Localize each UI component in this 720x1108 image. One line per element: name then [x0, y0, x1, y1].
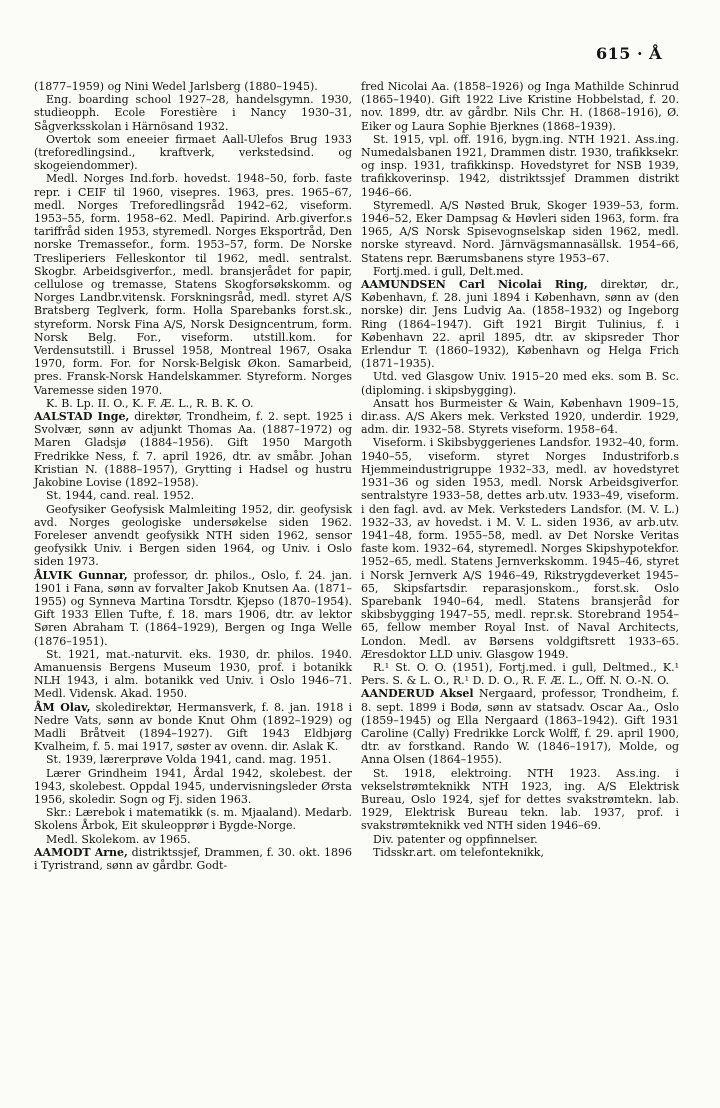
- entry-name: ÅM Olav,: [34, 700, 91, 714]
- biography-entry: [361, 278, 679, 370]
- paragraph: Tidsskr.art. om telefonteknikk,: [373, 845, 544, 859]
- paragraph: Skr.: Lærebok i matematikk (s. m. Mjaaland). Medarb. Skolens Årbok, Eit skuleopprør i Bygde-Norge.: [34, 806, 352, 833]
- paragraph: Medl. Norges Ind.forb. hovedst. 1948–50, forb. faste repr. i CEIF til 1960, visepres. 1963, pres. 1965–67, medl. Norges Treforedlingsråd 1942–62, viseform. 1953–55, form. 1958–62. Medl. Papirind. Arb.giverfor.s tariffråd siden 1953, styremedl. Norges Eksportråd, Den norske Tremassefor., form. 1953–57, form. De Norske Tresliperiers Felleskontor til 1962, medl. sentralst. Skogbr. Arbeidsgiverfor., medl. bransjerådet for papir, cellulose og tremasse, Statens Skogforsøkskomm. og Norges Landbr.vitensk. Forskningsråd, medl. styret A/S Bratsberg Teglverk, form. Holla Sparebanks forst.sk., styreform. Norsk Fina A/S, Norsk Designcentrum, form. Norsk Belg. For., viseform. utstill.kom. for Verdensutstill. i Brussel 1958, Montreal 1967, Osaka 1970, form. For. for Norsk-Belgisk Økon. Samarbeid, pres. Fransk-Norsk Handelskammer. Styreform. Norges Varemesse siden 1970.: [34, 172, 352, 397]
- paragraph: Medl. Skolekom. av 1965.: [46, 832, 191, 846]
- entry-text: direktør, Trondheim, f. 2. sept. 1925 i Svolvær, sønn av adjunkt Thomas Aa. (1887–1972) og Maren Gladsjø (1884–1956). Gift 1950 Margoth Fredrikke Ness, f. 7. april 1926, dtr. av småbr. Johan Kristian N. (1888–1957), Grytting i Hadsel og hustru Jakobine Lovise (1892–1958).: [34, 410, 352, 490]
- paragraph: R.¹ St. O. O. (1951), Fortj.med. i gull, Deltmed., K.¹ Pers. S. & L. O., R.¹ D. D. O., R. F. Æ. L., Off. N. O.-N. O.: [361, 660, 679, 688]
- entry-name: AAMUNDSEN Carl Nicolai Ring,: [361, 278, 588, 292]
- paragraph: St. 1921, mat.-naturvit. eks. 1930, dr. philos. 1940. Amanuensis Bergens Museum 1930, prof. i botanikk NLH 1943, i alm. botanikk ved Univ. i Oslo 1946–71. Medl. Vidensk. Akad. 1950.: [34, 647, 352, 701]
- biography-entry: [34, 846, 352, 872]
- entry-text: direktør, dr., København, f. 28. juni 1894 i København, sønn av (den norske) dir. Jens Ludvig Aa. (1858–1932) og Ingeborg Ring (1864–1947). Gift 1921 Birgit Tulinius, f. i København 22. april 1895, dtr. av skipsreder Thor Erlendur T. (1860–1932), København og Helga Frich (1871–1935).: [361, 278, 679, 371]
- paragraph: Styremedl. A/S Nøsted Bruk, Skoger 1939–53, form. 1946–52, Eker Dampsag & Høvleri siden 1963, form. fra 1965, A/S Norsk Spisevognselskap siden 1962, medl. norske styreavd. Nord. Järnvägsmannasällsk. 1954–66, Statens repr. Bærumsbanens styre 1953–67.: [361, 198, 679, 265]
- entry-name: AANDERUD Aksel: [361, 687, 474, 701]
- continued-paragraph: fred Nicolai Aa. (1858–1926) og Inga Mathilde Schinrud (1865–1940). Gift 1922 Live Kristine Hobbelstad, f. 20. nov. 1899, dtr. av gårdbr. Nils Chr. H. (1868–1916), Ø. Eiker og Laura Sophie Bjerknes (1868–1939).: [361, 80, 679, 133]
- paragraph: Eng. boarding school 1927–28, handelsgymn. 1930, studieopph. Ecole Forestière i Nancy 1930–31, Sågverksskolan i Härnösand 1932.: [34, 93, 352, 133]
- right-column: [361, 80, 679, 859]
- paragraph: Div. patenter og oppfinnelser.: [373, 832, 538, 846]
- paragraph: K. B. Lp. II. O., K. F. Æ. L., R. B. K. O.: [46, 396, 254, 410]
- entry-text: Nergaard, professor, Trondheim, f. 8. sept. 1899 i Bodø, sønn av statsadv. Oscar Aa., Oslo (1859–1945) og Ella Nergaard (1863–1942). Gift 1931 Caroline (Cally) Fredrikke Lorck Wolff, f. 29. april 1900, dtr. av forstkand. Rando W. (1846–1917), Molde, og Anna Olsen (1864–1955).: [361, 687, 679, 767]
- paragraph: St. 1915, vpl. off. 1916, bygn.ing. NTH 1921. Ass.ing. Numedalsbanen 1921, Drammen distr. 1930, trafikksekr. og insp. 1931, trafikkinsp. Hovedstyret for NSB 1939, trafikkoverinsp. 1942, distriktssjef Drammen distrikt 1946–66.: [361, 132, 679, 199]
- entry-name: ÅLVIK Gunnar,: [34, 568, 128, 582]
- paragraph: Geofysiker Geofysisk Malmleiting 1952, dir. geofysisk avd. Norges geologiske undersøkelse siden 1962. Foreleser anvendt geofysikk NTH siden 1962, sensor geofysikk Univ. i Bergen siden 1964, og Univ. i Oslo siden 1973.: [34, 502, 352, 569]
- entry-text: skoledirektør, Hermansverk, f. 8. jan. 1918 i Nedre Vats, sønn av bonde Knut Ohm (1892–1929) og Madli Bråtveit (1894–1927). Gift 1943 Eldbjørg Kvalheim, f. 5. mai 1917, søster av ovenn. dir. Aslak K.: [34, 700, 352, 754]
- biography-entry: [34, 701, 352, 754]
- paragraph: St. 1944, cand. real. 1952.: [46, 489, 195, 503]
- biography-entry: [361, 687, 679, 766]
- paragraph: St. 1939, lærerprøve Volda 1941, cand. mag. 1951.: [46, 753, 332, 767]
- paragraph: Ansatt hos Burmeister & Wain, København 1909–15, dir.ass. A/S Akers mek. Verksted 1920, underdir. 1929, adm. dir. 1932–58. Styrets viseform. 1958–64.: [361, 396, 679, 437]
- paragraph: St. 1918, elektroing. NTH 1923. Ass.ing. i vekselstrømteknikk NTH 1923, ing. A/S Elektrisk Bureau, Oslo 1924, sjef for dettes svakstrømtekn. lab. 1929, Elektrisk Bureau tekn. lab. 1937, prof. i svakstrømteknikk ved NTH siden 1946–69.: [361, 766, 679, 833]
- entry-name: AAMODT Arne,: [34, 845, 128, 859]
- paragraph: Viseform. i Skibsbyggerienes Landsfor. 1932–40, form. 1940–55, viseform. styret Norges Industriforb.s Hjemmeindustrigruppe 1932–33, medl. av hovedstyret 1931–36 og siden 1953, medl. Norsk Arbeidsgiverfor. sentralstyre 1933–58, dettes arb.utv. 1933–49, viseform. i den fagl. avd. av Mek. Verksteders Landsfor. (M. V. L.) 1932–33, av hovedst. i M. V. L. siden 1936, av arb.utv. 1941–48, form. 1955–58, medl. av Det Norske Veritas faste kom. 1932–64, styremedl. Norges Skipshypotekfor. 1952–65, medl. Statens Jernverkskomm. 1945–46, styret i Norsk Jernverk A/S 1946–49, Rikstrygdeverket 1945–65, Skipsfartsdir. reparasjonskom., forst.sk. Oslo Sparebank 1940–64, medl. Statens bransjeråd for skibsbygging 1947–55, medl. repr.sk. Storebrand 1954–65, fellow member Royal Inst. of Naval Architects, London. Medl. av Børsens voldgiftsrett 1933–65. Æresdoktor LLD univ. Glasgow 1949.: [361, 436, 679, 661]
- page-number-header: 615 · Å: [595, 44, 662, 63]
- continued-paragraph: (1877–1959) og Nini Wedel Jarlsberg (1880–1945).: [34, 80, 318, 93]
- paragraph: Lærer Grindheim 1941, Årdal 1942, skolebest. der 1943, skolebest. Oppdal 1945, undervisningsleder Ørsta 1956, skoledir. Sogn og Fj. siden 1963.: [34, 766, 352, 806]
- paragraph: Overtok som eneeier firmaet Aall-Ulefos Brug 1933 (treforedlingsind., kraftverk, verkstedsind. og skogeiendommer).: [34, 132, 352, 173]
- paragraph: Utd. ved Glasgow Univ. 1915–20 med eks. som B. Sc. (diploming. i skipsbygging).: [361, 370, 679, 397]
- biography-entry: [34, 569, 352, 648]
- entry-text: professor, dr. philos., Oslo, f. 24. jan. 1901 i Fana, sønn av forvalter Jakob Knutsen Aa. (1871–1955) og Synneva Martina Torsdtr. Kjepso (1870–1954). Gift 1933 Ellen Tufte, f. 18. mars 1906, dtr. av lektor Søren Abraham T. (1864–1929), Bergen og Inga Welle (1876–1951).: [34, 568, 353, 648]
- entry-text: distriktssjef, Drammen, f. 30. okt. 1896 i Tyristrand, sønn av gårdbr. Godt-: [34, 845, 352, 872]
- biography-entry: [34, 410, 352, 489]
- left-column: [34, 80, 352, 872]
- paragraph: Fortj.med. i gull, Delt.med.: [373, 264, 524, 278]
- entry-name: AALSTAD Inge,: [34, 410, 130, 424]
